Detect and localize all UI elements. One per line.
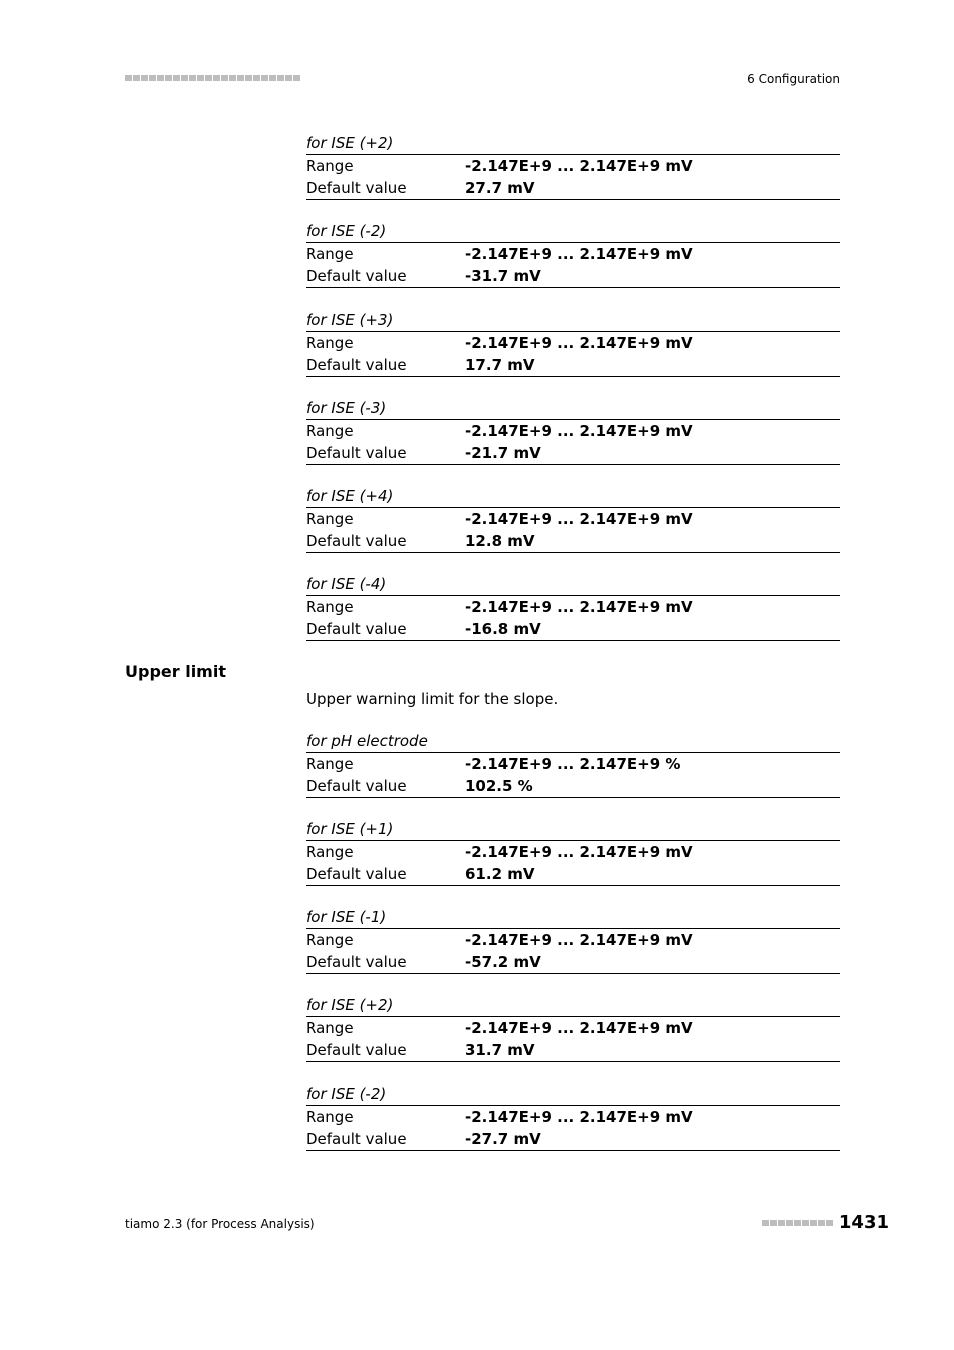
default-row [306,618,840,640]
footer-pagination [762,1212,889,1234]
param-block [306,397,840,465]
range-value: -2.147E+9 ... 2.147E+9 mV [465,843,693,861]
default-row [306,1128,840,1150]
block-divider [306,552,840,553]
default-label: Default value [306,356,407,374]
default-label: Default value [306,620,407,638]
range-label: Range [306,931,354,949]
block-divider [306,1150,840,1151]
default-label: Default value [306,777,407,795]
range-row [306,841,840,863]
default-label: Default value [306,1041,407,1059]
section-heading: Upper limit [125,662,226,681]
default-label: Default value [306,1130,407,1148]
range-value: -2.147E+9 ... 2.147E+9 mV [465,334,693,352]
block-divider [306,973,840,974]
page-number: 1431 [838,1212,889,1233]
param-block [306,906,840,974]
default-row [306,177,840,199]
default-label: Default value [306,532,407,550]
range-label: Range [306,334,354,352]
default-value: -31.7 mV [465,267,541,285]
param-block [306,573,840,641]
default-label: Default value [306,953,407,971]
block-title: for pH electrode [306,730,840,753]
range-label: Range [306,245,354,263]
default-row [306,530,840,552]
default-value: 102.5 % [465,777,533,795]
default-value: -27.7 mV [465,1130,541,1148]
range-label: Range [306,510,354,528]
range-row [306,508,840,530]
range-value: -2.147E+9 ... 2.147E+9 mV [465,931,693,949]
default-value: -21.7 mV [465,444,541,462]
range-value: -2.147E+9 ... 2.147E+9 mV [465,1019,693,1037]
range-label: Range [306,598,354,616]
range-row [306,155,840,177]
default-row [306,951,840,973]
param-block [306,132,840,200]
range-label: Range [306,843,354,861]
block-title: for ISE (-4) [306,573,840,596]
param-block [306,485,840,553]
param-block [306,1083,840,1151]
section-description: Upper warning limit for the slope. [306,690,559,708]
block-title: for ISE (+3) [306,309,840,332]
default-value: 17.7 mV [465,356,535,374]
block-title: for ISE (-3) [306,397,840,420]
range-row [306,243,840,265]
default-value: 31.7 mV [465,1041,535,1059]
range-label: Range [306,1019,354,1037]
range-label: Range [306,1108,354,1126]
range-label: Range [306,755,354,773]
footer-product: tiamo 2.3 (for Process Analysis) [125,1217,315,1231]
block-title: for ISE (+2) [306,132,840,155]
default-label: Default value [306,865,407,883]
block-divider [306,199,840,200]
block-divider [306,885,840,886]
range-value: -2.147E+9 ... 2.147E+9 mV [465,598,693,616]
param-block [306,730,840,798]
block-divider [306,797,840,798]
param-block [306,309,840,377]
default-label: Default value [306,444,407,462]
default-label: Default value [306,179,407,197]
default-row [306,442,840,464]
default-row [306,1039,840,1061]
block-divider [306,376,840,377]
range-value: -2.147E+9 ... 2.147E+9 mV [465,157,693,175]
default-row [306,863,840,885]
range-row [306,929,840,951]
range-value: -2.147E+9 ... 2.147E+9 % [465,755,681,773]
range-row [306,332,840,354]
range-row [306,753,840,775]
default-value: 12.8 mV [465,532,535,550]
block-title: for ISE (+2) [306,994,840,1017]
param-block [306,818,840,886]
block-title: for ISE (-2) [306,220,840,243]
default-row [306,265,840,287]
block-divider [306,464,840,465]
range-row [306,1017,840,1039]
block-title: for ISE (-2) [306,1083,840,1106]
block-title: for ISE (-1) [306,906,840,929]
block-divider [306,287,840,288]
range-label: Range [306,157,354,175]
default-label: Default value [306,267,407,285]
block-divider [306,1061,840,1062]
block-title: for ISE (+1) [306,818,840,841]
default-value: 27.7 mV [465,179,535,197]
range-value: -2.147E+9 ... 2.147E+9 mV [465,245,693,263]
range-row [306,596,840,618]
range-value: -2.147E+9 ... 2.147E+9 mV [465,422,693,440]
default-value: -57.2 mV [465,953,541,971]
default-value: -16.8 mV [465,620,541,638]
default-value: 61.2 mV [465,865,535,883]
footer-decoration [762,1220,833,1226]
range-row [306,420,840,442]
chapter-title: 6 Configuration [747,72,840,86]
range-label: Range [306,422,354,440]
range-value: -2.147E+9 ... 2.147E+9 mV [465,1108,693,1126]
default-row [306,354,840,376]
block-title: for ISE (+4) [306,485,840,508]
param-block [306,994,840,1062]
range-row [306,1106,840,1128]
block-divider [306,640,840,641]
range-value: -2.147E+9 ... 2.147E+9 mV [465,510,693,528]
header-decoration [125,75,300,81]
param-block [306,220,840,288]
default-row [306,775,840,797]
